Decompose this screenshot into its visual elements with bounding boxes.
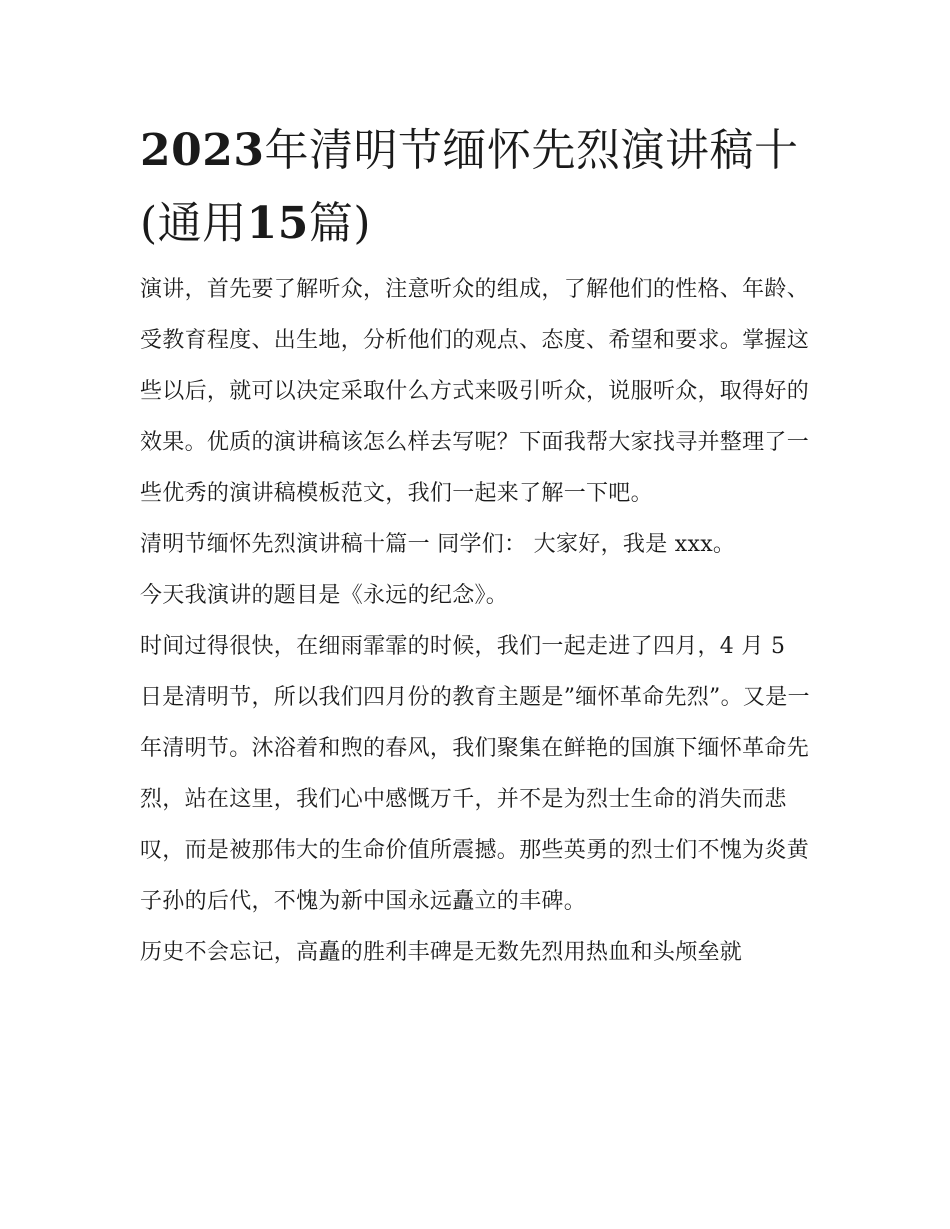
title-year: 2023 [140,125,265,176]
document-content [140,114,812,978]
document-title [140,114,812,260]
title-count: 15 [246,198,309,249]
title-text-b: 通用 [157,198,247,249]
title-text-c: 篇) [308,198,372,249]
title-text-a: 年清明节缅怀先烈演讲稿十( [140,125,799,249]
speech-heading-paragraph: 清明节缅怀先烈演讲稿十篇一 同学们： 大家好，我是 xxx。 [140,532,736,557]
speech-topic-paragraph: 今天我演讲的题目是《永远的纪念》。 [140,583,509,608]
speech-continuation-paragraph: 历史不会忘记，高矗的胜利丰碑是无数先烈用热血和头颅垒就 [140,940,743,965]
intro-paragraph: 演讲，首先要了解听众，注意听众的组成，了解他们的性格、年龄、受教育程度、出生地，分析他们的观点、态度、希望和要求。掌握这些以后，就可以决定采取什么方式来吸引听众，说服听众，取得好的效果。优质的演讲稿该怎么样去写呢？下面我帮大家找寻并整理了一些优秀的演讲稿模板范文，我们一起来了解一下吧。 [140,277,810,506]
speech-body-paragraph: 时间过得很快，在细雨霏霏的时候，我们一起走进了四月，4 月 5 日是清明节，所以我们四月份的教育主题是”缅怀革命先烈”。又是一年清明节。沐浴着和煦的春风，我们聚集在鲜艳的国旗下缅怀革命先烈，站在这里，我们心中感慨万千，并不是为烈士生命的消失而悲叹，而是被那伟大的生命价值所震撼。那些英勇的烈士们不愧为炎黄子孙的后代，不愧为新中国永远矗立的丰碑。 [140,634,810,914]
